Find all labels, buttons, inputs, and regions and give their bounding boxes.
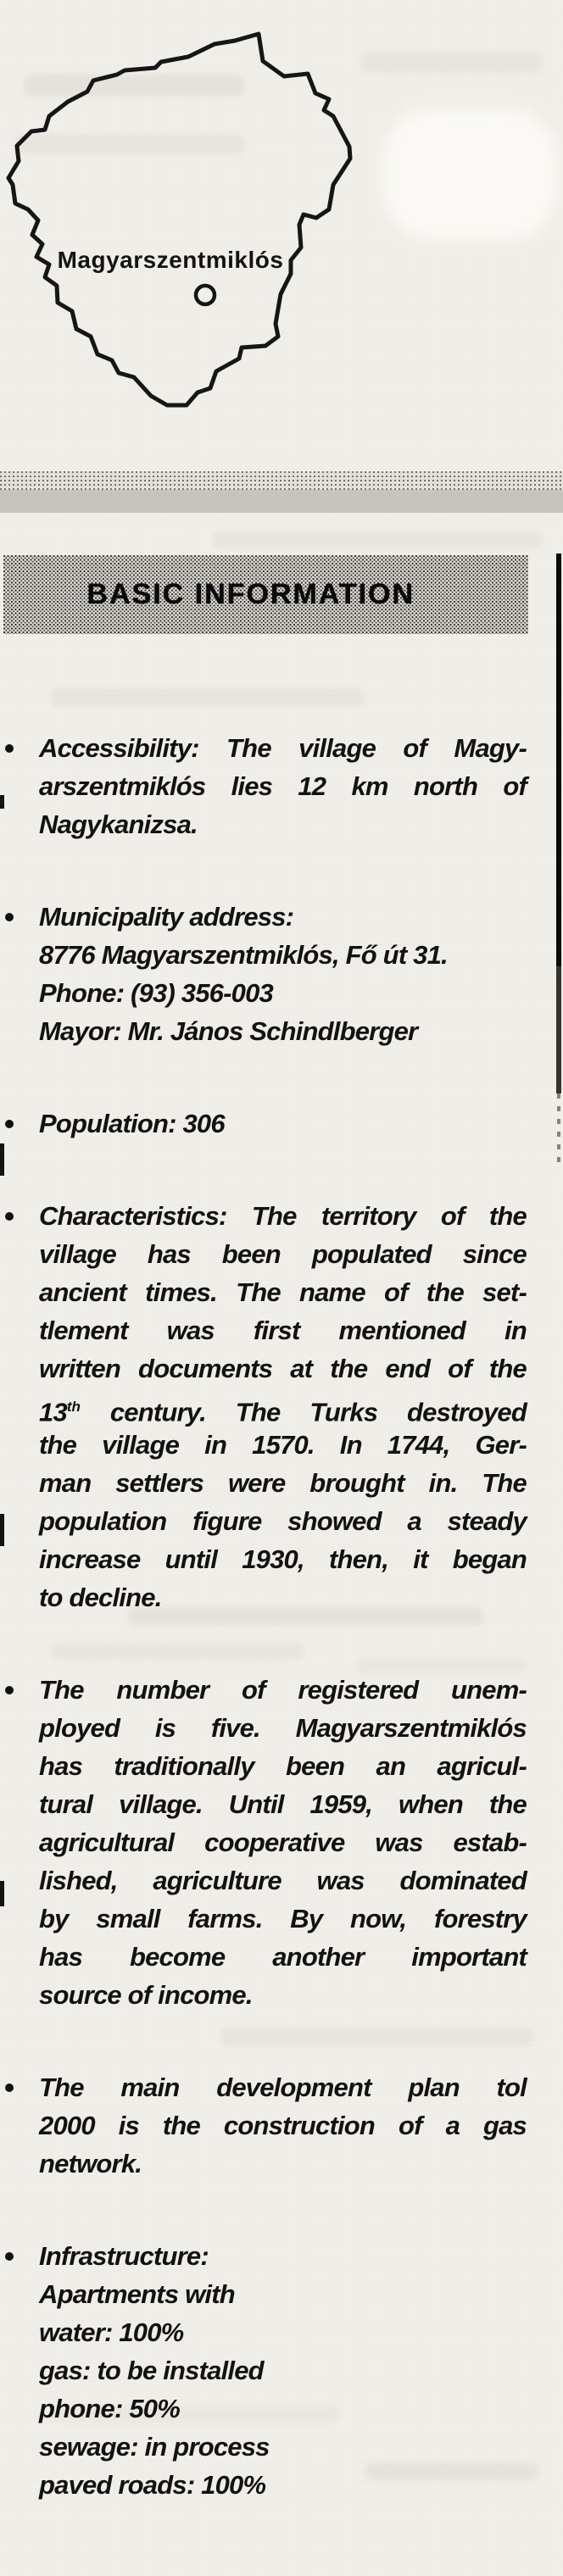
text-line: tlement was first mentioned in	[39, 1316, 527, 1345]
text-line: Characteristics: The territory of the	[39, 1201, 527, 1231]
text-line: the village in 1570. In 1744, Ger-	[39, 1430, 527, 1460]
halftone-divider-light	[0, 471, 563, 490]
text-line: The number of registered unem-	[39, 1675, 527, 1705]
text-line: 8776 Magyarszentmiklós, Fő út 31.	[39, 940, 448, 970]
list-item	[0, 2068, 527, 2183]
text-line: Population: 306	[39, 1109, 225, 1138]
village-marker-icon	[196, 286, 215, 304]
text-line: lished, agriculture was dominated	[39, 1866, 527, 1895]
text-line: paved roads: 100%	[39, 2470, 266, 2500]
text-line: Mayor: Mr. János Schindlberger	[39, 1016, 418, 1046]
map-label: Magyarszentmiklós	[57, 247, 284, 273]
text-line: to decline.	[39, 1583, 162, 1612]
village-boundary-outline	[8, 34, 350, 405]
text-line: water: 100%	[39, 2317, 184, 2347]
village-map	[0, 0, 563, 458]
text-line: source of income.	[39, 1980, 253, 2010]
text-line: network.	[39, 2149, 142, 2178]
text-line: arszentmiklós lies 12 km north of	[39, 771, 527, 801]
bleed-through-artifact	[51, 688, 365, 707]
halftone-divider-dark	[0, 490, 563, 513]
text-line: The main development plan tol	[39, 2072, 527, 2102]
text-line: written documents at the end of the	[39, 1354, 527, 1383]
page-edge-line	[557, 1093, 560, 1163]
list-item	[0, 1197, 527, 1616]
text-line: has traditionally been an agricul-	[39, 1751, 527, 1781]
text-line: has become another important	[39, 1942, 527, 1972]
text-line: village has been populated since	[39, 1239, 527, 1269]
text-line: tural village. Until 1959, when the	[39, 1789, 527, 1819]
list-item	[0, 1671, 527, 2014]
list-item	[0, 1104, 527, 1143]
text-line: Municipality address:	[39, 902, 294, 932]
text-line: Accessibility: The village of Magy-	[39, 733, 527, 763]
text-line: 13th century. The Turks destroyed	[39, 1397, 527, 1427]
text-line: gas: to be installed	[39, 2356, 264, 2385]
text-line: population figure showed a steady	[39, 1506, 527, 1536]
text-line: Nagykanizsa.	[39, 810, 198, 839]
text-line: ancient times. The name of the set-	[39, 1277, 527, 1307]
text-line: phone: 50%	[39, 2394, 180, 2423]
text-line: man settlers were brought in. The	[39, 1468, 527, 1498]
section-header	[3, 555, 528, 634]
bullet-list	[0, 729, 527, 2558]
text-line: Infrastructure:	[39, 2241, 209, 2271]
text-line: 2000 is the construction of a gas	[39, 2111, 527, 2140]
text-line: increase until 1930, then, it began	[39, 1544, 527, 1574]
list-item	[0, 2237, 527, 2504]
section-title: BASIC INFORMATION	[86, 578, 415, 610]
text-line: Phone: (93) 356-003	[39, 978, 273, 1008]
text-line: ployed is five. Magyarszentmiklós	[39, 1713, 527, 1743]
list-item	[0, 898, 527, 1050]
text-line: agricultural cooperative was estab-	[39, 1828, 527, 1857]
text-line: by small farms. By now, forestry	[39, 1904, 527, 1933]
text-line: Apartments with	[39, 2279, 235, 2309]
list-item	[0, 729, 527, 843]
text-line: sewage: in process	[39, 2432, 270, 2462]
page-edge-line	[556, 554, 561, 966]
bleed-through-artifact	[212, 531, 543, 548]
page-edge-line	[556, 966, 561, 1093]
